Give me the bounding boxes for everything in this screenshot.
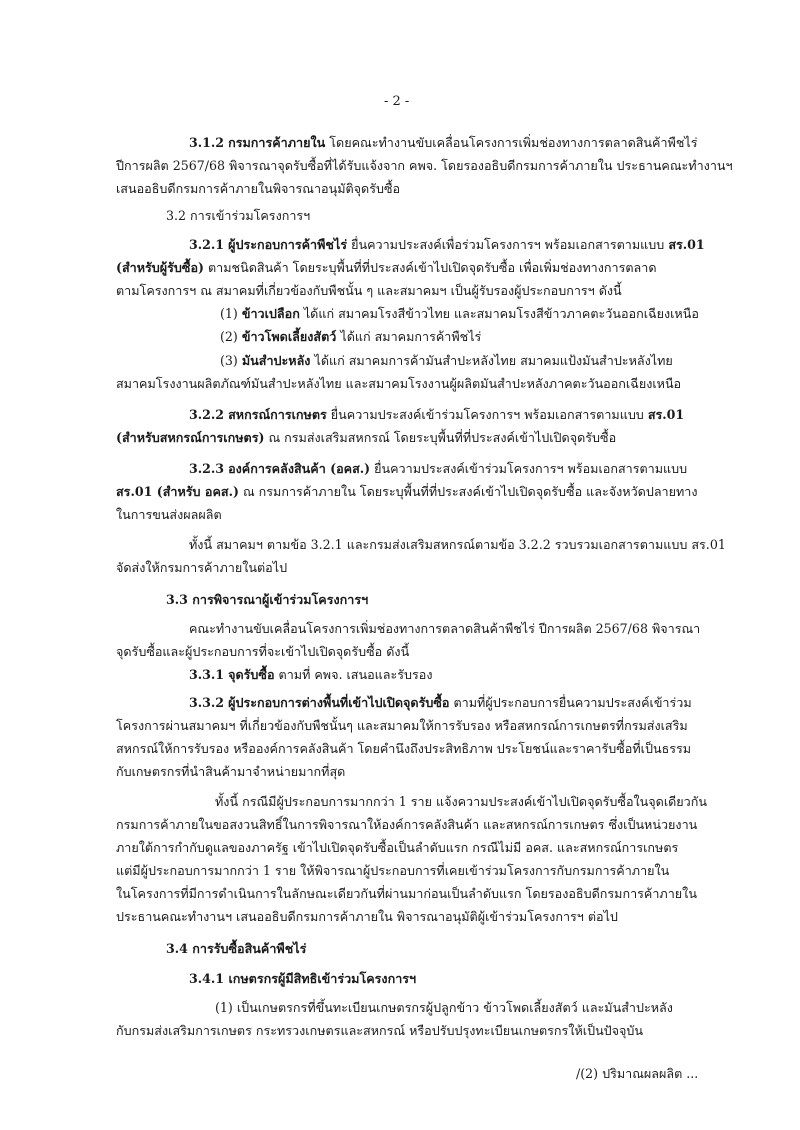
section-3-3-2-line-3: สหกรณ์ให้การรับรอง หรือองค์การคลังสินค้า โดยคำนึงถึงประสิทธิภาพ ประโยชน์และราคารับซื้อที่เป็นธรรม [116, 741, 692, 756]
section-3-3-2-number: 3.3.2 [189, 695, 225, 710]
section-3-3-2-text: ตามที่ผู้ประกอบการยื่นความประสงค์เข้าร่วม [453, 695, 692, 710]
item-1-number: (1) [220, 306, 238, 321]
section-3-4-1-line-1: (1) เป็นเกษตรกรที่ขึ้นทะเบียนเกษตรกรผู้ปลูกข้าว ข้าวโพดเลี้ยงสัตว์ และมันสำปะหลัง [215, 1000, 673, 1015]
section-3-2-2-coop-label: (สำหรับสหกรณ์การเกษตร) [116, 430, 265, 445]
section-3-2-3-form-label: สร.01 (สำหรับ อคส.) [116, 484, 239, 499]
section-3-2-1-text: ยื่นความประสงค์เพื่อร่วมโครงการฯ พร้อมเอกสารตามแบบ [351, 237, 665, 252]
section-3-2-note-line-2: จัดส่งให้กรมการค้าภายในต่อไป [116, 560, 288, 575]
section-3-2-1-item-1 [220, 302, 699, 325]
section-3-2-3-text: ยื่นความประสงค์เข้าร่วมโครงการฯ พร้อมเอกสารตามแบบ [374, 461, 688, 476]
section-3-2-3-line-3: ในการขนส่งผลผลิต [116, 507, 222, 522]
section-3-2-3-line-1 [189, 457, 687, 480]
section-3-3-2-line-5: ทั้งนี้ กรณีมีผู้ประกอบการมากกว่า 1 ราย แจ้งความประสงค์เข้าไปเปิดจุดรับซื้อในจุดเดียวกัน [215, 794, 707, 809]
section-3-2-1-buyer-label: (สำหรับผู้รับซื้อ) [116, 260, 204, 275]
section-3-1-2-heading: กรมการค้าภายใน [228, 135, 326, 150]
section-3-2-1-line-1 [189, 233, 705, 256]
section-3-2-note-line-1: ทั้งนี้ สมาคมฯ ตามข้อ 3.2.1 และกรมส่งเสริมสหกรณ์ตามข้อ 3.2.2 รวบรวมเอกสารตามแบบ สร.01 [189, 537, 726, 552]
section-3-2-2-line-2 [116, 426, 616, 449]
item-1-text: ได้แก่ สมาคมโรงสีข้าวไทย และสมาคมโรงสีข้าวภาคตะวันออกเฉียงเหนือ [303, 306, 699, 321]
section-3-3-1-text: ตามที่ คพจ. เสนอและรับรอง [278, 667, 433, 682]
section-3-2-2-heading: สหกรณ์การเกษตร [228, 407, 327, 422]
section-3-3-2-line-4: กับเกษตรกรที่นำสินค้ามาจำหน่ายมากที่สุด [116, 764, 346, 779]
item-3-commodity: มันสำปะหลัง [241, 353, 311, 368]
section-3-2-3-heading: องค์การคลังสินค้า (อคส.) [228, 461, 371, 476]
section-3-3-2-line-7: ภายใต้การกำกับดูแลของภาครัฐ เข้าไปเปิดจุดรับซื้อเป็นลำดับแรก กรณีไม่มี อคส. และสหกรณ์การเกษตร [116, 840, 679, 855]
section-3-2-1-item-3-cont: สมาคมโรงงานผลิตภัณฑ์มันสำปะหลังไทย และสมาคมโรงงานผู้ผลิตมันสำปะหลังภาคตะวันออกเฉียงเหนือ [116, 376, 682, 391]
section-3-3-line-2: จุดรับซื้อและผู้ประกอบการที่จะเข้าไปเปิดจุดรับซื้อ ดังนี้ [116, 644, 410, 659]
section-3-1-2-line-1 [189, 131, 698, 154]
section-3-2-1-number: 3.2.1 [189, 237, 225, 252]
section-3-3-2-line-2: โครงการผ่านสมาคมฯ ที่เกี่ยวข้องกับพืชนั้นๆ และสมาคมให้การรับรอง หรือสหกรณ์การเกษตรที่กรมส่งเสริม [116, 718, 688, 733]
section-3-2-3-line-2 [116, 480, 698, 503]
section-3-3-1-number: 3.3.1 [189, 667, 225, 682]
section-3-1-2-text: โดยคณะทำงานขับเคลื่อนโครงการเพิ่มช่องทางการตลาดสินค้าพืชไร่ [329, 135, 698, 150]
section-3-3-1-line [189, 663, 433, 686]
section-3-3-1-heading: จุดรับซื้อ [228, 667, 275, 682]
section-3-1-2-number: 3.1.2 [189, 135, 225, 150]
section-3-1-2-line-3: เสนออธิบดีกรมการค้าภายในพิจารณาอนุมัติจุดรับซื้อ [116, 181, 401, 196]
section-3-2-1-item-2 [220, 325, 481, 348]
item-1-commodity: ข้าวเปลือก [241, 306, 300, 321]
section-3-2-2-line-2-text: ณ กรมส่งเสริมสหกรณ์ โดยระบุพื้นที่ที่ประสงค์เข้าไปเปิดจุดรับซื้อ [268, 430, 617, 445]
section-3-3-2-line-10: ประธานคณะทำงานฯ เสนออธิบดีกรมการค้าภายใน พิจารณาอนุมัติผู้เข้าร่วมโครงการฯ ต่อไป [116, 909, 618, 924]
section-3-2-2-number: 3.2.2 [189, 407, 225, 422]
section-3-2-1-form: สร.01 [668, 237, 705, 252]
item-3-number: (3) [220, 353, 238, 368]
section-3-4-title: 3.4 การรับซื้อสินค้าพืชไร่ [166, 941, 307, 956]
section-3-2-2-line-1 [189, 403, 684, 426]
section-3-2-2-text: ยื่นความประสงค์เข้าร่วมโครงการฯ พร้อมเอกสารตามแบบ [330, 407, 644, 422]
section-3-2-1-item-3 [220, 349, 673, 372]
section-3-2-1-line-3: ตามโครงการฯ ณ สมาคมที่เกี่ยวข้องกับพืชนั้น ๆ และสมาคมฯ เป็นผู้รับรองผู้ประกอบการฯ ดังนี้ [116, 283, 622, 298]
section-3-3-title: 3.3 การพิจารณาผู้เข้าร่วมโครงการฯ [166, 592, 369, 607]
section-3-2-3-number: 3.2.3 [189, 461, 225, 476]
item-3-text: ได้แก่ สมาคมการค้ามันสำปะหลังไทย สมาคมแป้งมันสำปะหลังไทย [314, 353, 673, 368]
section-3-2-1-heading: ผู้ประกอบการค้าพืชไร่ [228, 237, 348, 252]
section-3-2-title: 3.2 การเข้าร่วมโครงการฯ [166, 208, 311, 223]
item-2-number: (2) [220, 329, 238, 344]
section-3-4-1-line-2: กับกรมส่งเสริมการเกษตร กระทรวงเกษตรและสหกรณ์ หรือปรับปรุงทะเบียนเกษตรกรให้เป็นปัจจุบัน [116, 1023, 644, 1038]
item-2-text: ได้แก่ สมาคมการค้าพืชไร่ [340, 329, 482, 344]
section-3-3-2-line-8: แต่มีผู้ประกอบการมากกว่า 1 ราย ให้พิจารณาผู้ประกอบการที่เคยเข้าร่วมโครงการกับกรมการค้าภายใน [116, 863, 670, 878]
section-3-3-2-line-6: กรมการค้าภายในขอสงวนสิทธิ์ในการพิจารณาให้องค์การคลังสินค้า และสหกรณ์การเกษตร ซึ่งเป็นหน่วยงาน [116, 817, 698, 832]
item-2-commodity: ข้าวโพดเลี้ยงสัตว์ [241, 329, 337, 344]
section-3-2-1-line-2-text: ตามชนิดสินค้า โดยระบุพื้นที่ที่ประสงค์เข้าไปเปิดจุดรับซื้อ เพื่อเพิ่มช่องทางการตลาด [208, 260, 657, 275]
section-3-3-line-1: คณะทำงานขับเคลื่อนโครงการเพิ่มช่องทางการตลาดสินค้าพืชไร่ ปีการผลิต 2567/68 พิจารณา [189, 621, 701, 636]
continuation-note: /(2) ปริมาณผลผลิต ... [576, 1066, 699, 1081]
section-3-2-2-form: สร.01 [647, 407, 685, 422]
section-3-2-3-line-2-text: ณ กรมการค้าภายใน โดยระบุพื้นที่ที่ประสงค์เข้าไปเปิดจุดรับซื้อ และจังหวัดปลายทาง [242, 484, 698, 499]
section-3-3-2-heading: ผู้ประกอบการต่างพื้นที่เข้าไปเปิดจุดรับซื้อ [228, 695, 450, 710]
section-3-3-2-line-9: ในโครงการที่มีการดำเนินการในลักษณะเดียวกันที่ผ่านมาก่อนเป็นลำดับแรก โดยรองอธิบดีกรมการค้าภายใน [116, 886, 697, 901]
page-number: - 2 - [384, 94, 410, 109]
section-3-2-1-line-2 [116, 256, 657, 279]
section-3-1-2-line-2: ปีการผลิต 2567/68 พิจารณาจุดรับซื้อที่ได้รับแจ้งจาก คพจ. โดยรองอธิบดีกรมการค้าภายใน ประธานคณะทำงานฯ [116, 158, 733, 173]
section-3-3-2-line-1 [189, 691, 692, 714]
section-3-4-1-title: 3.4.1 เกษตรกรผู้มีสิทธิเข้าร่วมโครงการฯ [189, 971, 417, 986]
